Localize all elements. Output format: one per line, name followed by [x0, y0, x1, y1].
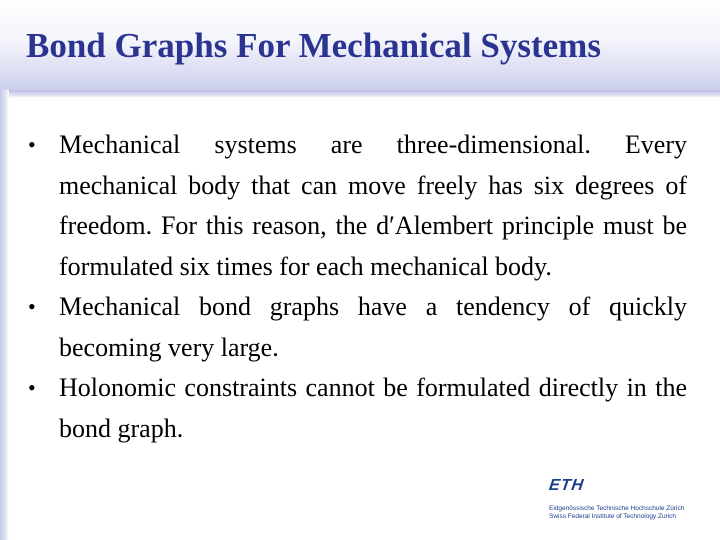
- bullet-item: [22, 287, 687, 368]
- eth-logo: [549, 478, 689, 518]
- eth-logo-line-english: Swiss Federal Institute of Technology Zurich: [549, 513, 677, 520]
- bullet-item: [22, 368, 687, 449]
- bullet-list: [22, 125, 687, 449]
- header-shadow: [0, 90, 720, 98]
- slide-title: Bond Graphs For Mechanical Systems: [26, 26, 601, 65]
- left-shadow: [0, 90, 9, 540]
- eth-logo-mark: ETH: [547, 477, 586, 494]
- bullet-text: Mechanical systems are three-dimensional. Every mechanical body that can move freely has six degrees of freedom. For this reason, the d′Alembert principle must be formulated six times for each mechanical body.: [59, 130, 687, 281]
- bullet-text: Mechanical bond graphs have a tendency of quickly becoming very large.: [59, 292, 687, 362]
- bullet-text: Holonomic constraints cannot be formulated directly in the bond graph.: [59, 373, 687, 443]
- bullet-icon: •: [28, 375, 36, 400]
- eth-logo-line-german: Eidgenössische Technische Hochschule Zürich: [549, 505, 685, 512]
- bullet-icon: •: [28, 294, 36, 319]
- bullet-item: [22, 125, 687, 287]
- bullet-icon: •: [28, 132, 36, 157]
